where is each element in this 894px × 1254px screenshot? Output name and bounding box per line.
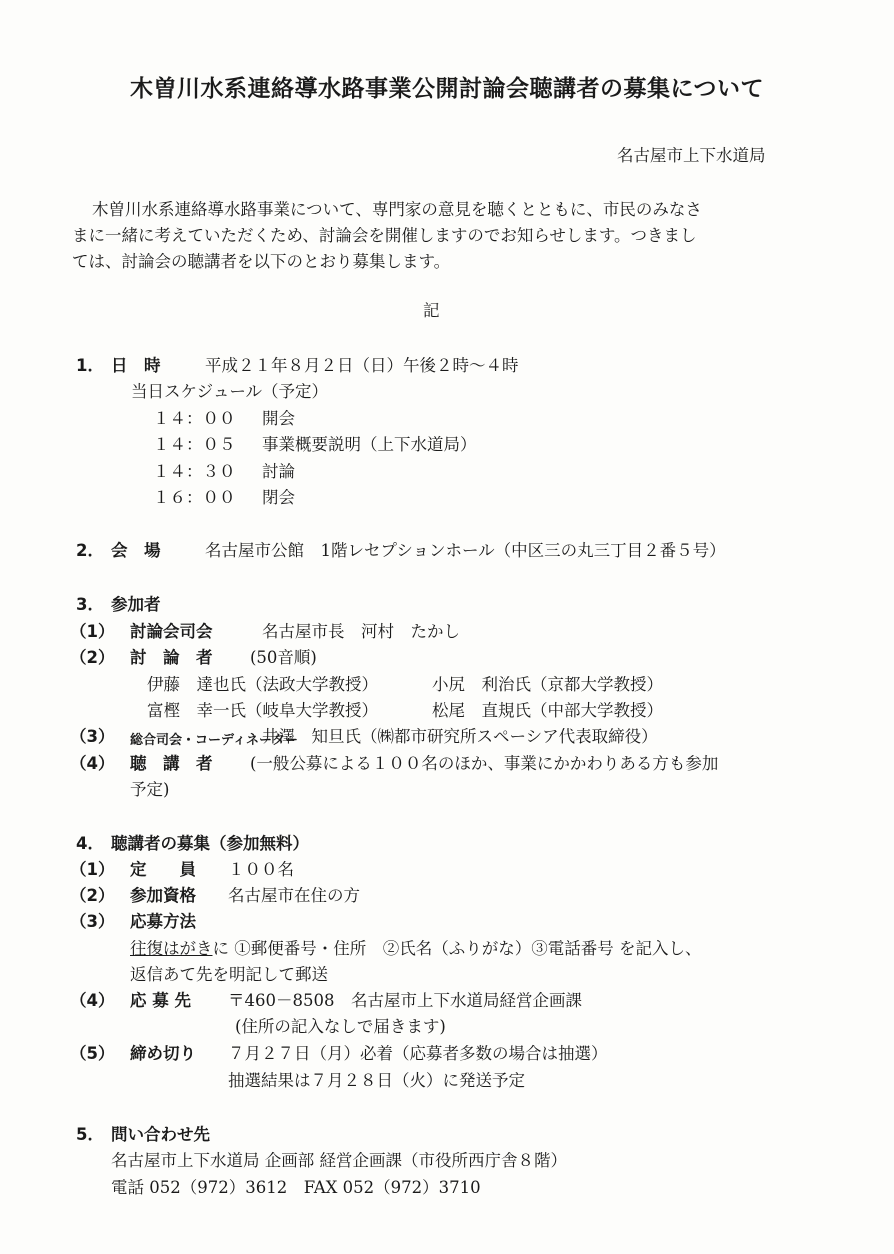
panelist: 小尻 利治氏（京都大学教授）: [432, 675, 663, 694]
contact-line-2: 電話 052（972）3612 FAX 052（972）3710: [111, 1178, 481, 1197]
schedule-time: １４：００: [153, 409, 236, 428]
schedule-event: 事業概要説明（上下水道局）: [262, 435, 477, 454]
schedule-time: １６：００: [153, 488, 236, 507]
contact-line-1: 名古屋市上下水道局 企画部 経営企画課（市役所西庁舎８階）: [111, 1151, 567, 1170]
s5-label: 問い合わせ先: [111, 1125, 210, 1144]
s1-num: 1．: [76, 356, 104, 375]
dest-value: 〒460－8508 名古屋市上下水道局経営企画課: [228, 991, 582, 1010]
capacity-num: （1）: [70, 860, 115, 879]
intro-line-1: 木曽川水系連絡導水路事業について、専門家の意見を聴くとともに、市民のみなさ: [92, 200, 702, 219]
audience-label: 聴 講 者: [130, 754, 213, 773]
panelist: 松尾 直規氏（中部大学教授）: [432, 701, 663, 720]
deadline-value: ７月２７日（月）必着（応募者多数の場合は抽選）: [228, 1044, 608, 1063]
qual-num: （2）: [70, 886, 115, 905]
schedule-time: １４：３０: [153, 462, 236, 481]
moderator-value: 名古屋市長 河村 たかし: [262, 622, 460, 641]
capacity-value: １００名: [228, 860, 294, 879]
s2-num: 2．: [76, 541, 104, 560]
panelist: 伊藤 達也氏（法政大学教授）: [147, 675, 378, 694]
s2-label: 会 場: [111, 541, 161, 560]
page-title: 木曽川水系連絡導水路事業公開討論会聴講者の募集について: [129, 76, 765, 102]
s5-num: 5．: [76, 1125, 104, 1144]
schedule-event: 開会: [262, 409, 295, 428]
method-line-1: [130, 936, 702, 962]
panel-note: (50音順): [250, 648, 317, 667]
schedule-event: 討論: [262, 462, 295, 481]
coord-label: 総合司会・コーディネーター: [130, 733, 298, 748]
s4-num: 4．: [76, 834, 104, 853]
intro-line-2: まに一緒に考えていただくため、討論会を開催しますのでお知らせします。つきまし: [72, 226, 697, 245]
moderator-label: 討論会司会: [130, 622, 213, 641]
s4-label: 聴講者の募集（参加無料）: [111, 834, 309, 853]
coord-num: （3）: [70, 727, 115, 746]
ki-heading: 記: [423, 301, 440, 320]
method-line-1-rest: に ①郵便番号・住所 ②氏名（ふりがな）③電話番号 を記入し、: [212, 939, 702, 958]
panelist: 富樫 幸一氏（岐阜大学教授）: [147, 701, 378, 720]
panel-num: （2）: [70, 648, 115, 667]
s1-label: 日 時: [111, 356, 161, 375]
panel-label: 討 論 者: [130, 648, 213, 667]
s1-value: 平成２１年８月２日（日）午後２時～４時: [205, 356, 519, 375]
method-underlined: 往復はがき: [130, 939, 213, 958]
dest-note: (住所の記入なしで届きます): [235, 1017, 446, 1036]
schedule-time: １４：０５: [153, 435, 236, 454]
deadline-note: 抽選結果は７月２８日（火）に発送予定: [228, 1071, 525, 1090]
dest-label: 応 募 先: [130, 991, 191, 1010]
s2-value: 名古屋市公館 1階レセプションホール（中区三の丸三丁目２番５号）: [205, 541, 726, 560]
moderator-num: （1）: [70, 622, 115, 641]
intro-line-3: ては、討論会の聴講者を以下のとおり募集します。: [72, 252, 451, 271]
schedule-title: 当日スケジュール（予定）: [131, 382, 329, 401]
deadline-label: 締め切り: [130, 1044, 196, 1063]
coord-value: 井澤 知旦氏（㈱都市研究所スペーシア代表取締役）: [262, 727, 658, 746]
qual-value: 名古屋市在住の方: [228, 886, 360, 905]
deadline-num: （5）: [70, 1044, 115, 1063]
schedule-event: 閉会: [262, 488, 295, 507]
qual-label: 参加資格: [130, 886, 196, 905]
audience-value-cont: 予定): [130, 780, 170, 799]
method-num: （3）: [70, 912, 115, 931]
method-label: 応募方法: [130, 912, 196, 931]
method-line-2: 返信あて先を明記して郵送: [130, 965, 328, 984]
s3-label: 参加者: [111, 595, 161, 614]
capacity-label: 定 員: [130, 860, 196, 879]
audience-num: （4）: [70, 754, 115, 773]
audience-value: (一般公募による１００名のほか、事業にかかわりある方も参加: [250, 754, 719, 773]
dest-num: （4）: [70, 991, 115, 1010]
issuer: 名古屋市上下水道局: [617, 146, 766, 165]
s3-num: 3．: [76, 595, 104, 614]
